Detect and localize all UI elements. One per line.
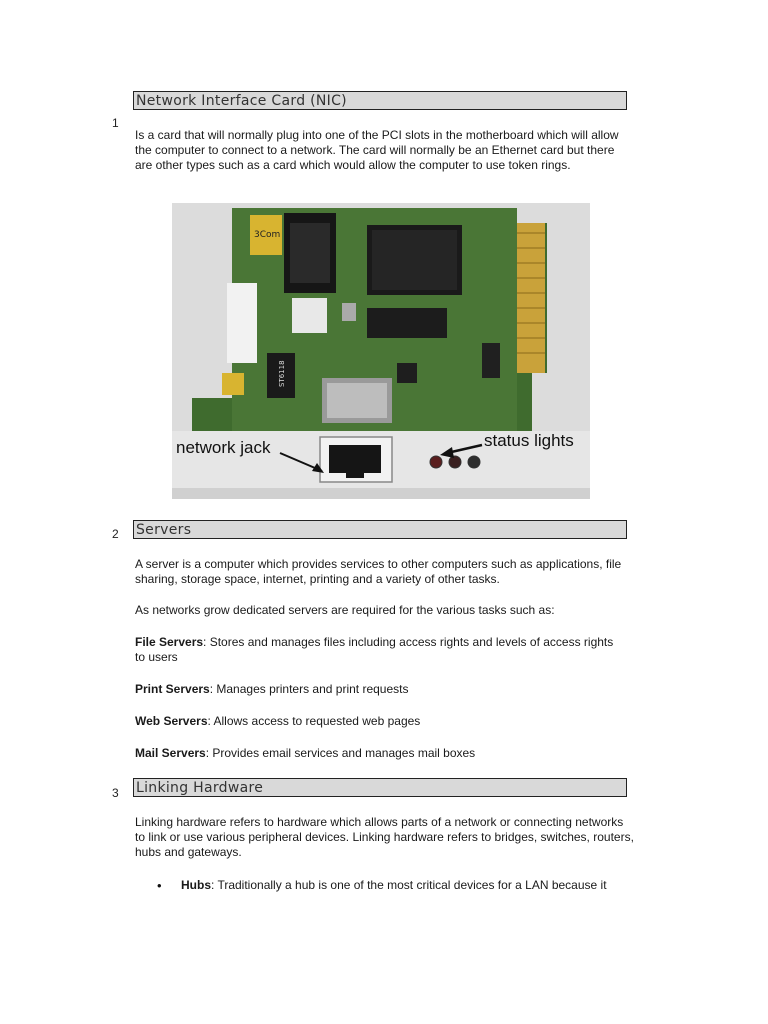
server-item-desc: : Allows access to requested web pages [207, 714, 421, 728]
bullet-desc: : Traditionally a hub is one of the most critical devices for a LAN because it [211, 878, 607, 892]
bullet-marker: • [157, 878, 162, 893]
server-item-term: Print Servers [135, 682, 210, 696]
server-item-mail [135, 746, 635, 761]
server-item-term: File Servers [135, 635, 204, 649]
server-item-print [135, 682, 635, 697]
section-heading-nic: Network Interface Card (NIC) [133, 91, 627, 110]
linking-hardware-description: Linking hardware refers to hardware which allows parts of a network or connecting networks to link or use various peripheral devices. Linking hardware refers to bridges, switches, routers, hubs and gateways. [135, 815, 634, 859]
section-heading-servers: Servers [133, 520, 627, 539]
servers-intro-2: As networks grow dedicated servers are required for the various tasks such as: [135, 603, 555, 617]
server-item-desc: : Provides email services and manages mail boxes [205, 746, 476, 760]
board-brand-label: 3Com [254, 230, 281, 240]
server-item-desc: : Manages printers and print requests [209, 682, 409, 696]
bullet-term: Hubs [181, 878, 211, 892]
chip-marking: ST6118 [278, 360, 286, 387]
server-item-file [135, 635, 615, 665]
server-item-term: Web Servers [135, 714, 208, 728]
section-heading-linking-hardware: Linking Hardware [133, 778, 627, 797]
section-number: 3 [112, 786, 119, 800]
server-item-term: Mail Servers [135, 746, 206, 760]
label-status-lights: status lights [484, 431, 574, 450]
nic-photo [172, 203, 590, 499]
section-number: 1 [112, 116, 119, 130]
server-item-web [135, 714, 635, 729]
section-number: 2 [112, 527, 119, 541]
server-item-desc: : Stores and manages files including access rights and levels of access rights to users [135, 635, 614, 664]
servers-intro: A server is a computer which provides services to other computers such as applications, file sharing, storage space, internet, printing and a variety of other tasks. [135, 557, 622, 586]
nic-description: Is a card that will normally plug into one of the PCI slots in the motherboard which will allow the computer to connect to a network. The card will normally be an Ethernet card but there are other types such as a card which would allow the computer to use token rings. [135, 128, 619, 172]
label-network-jack: network jack [176, 438, 271, 457]
bullet-item-hubs [181, 878, 641, 893]
